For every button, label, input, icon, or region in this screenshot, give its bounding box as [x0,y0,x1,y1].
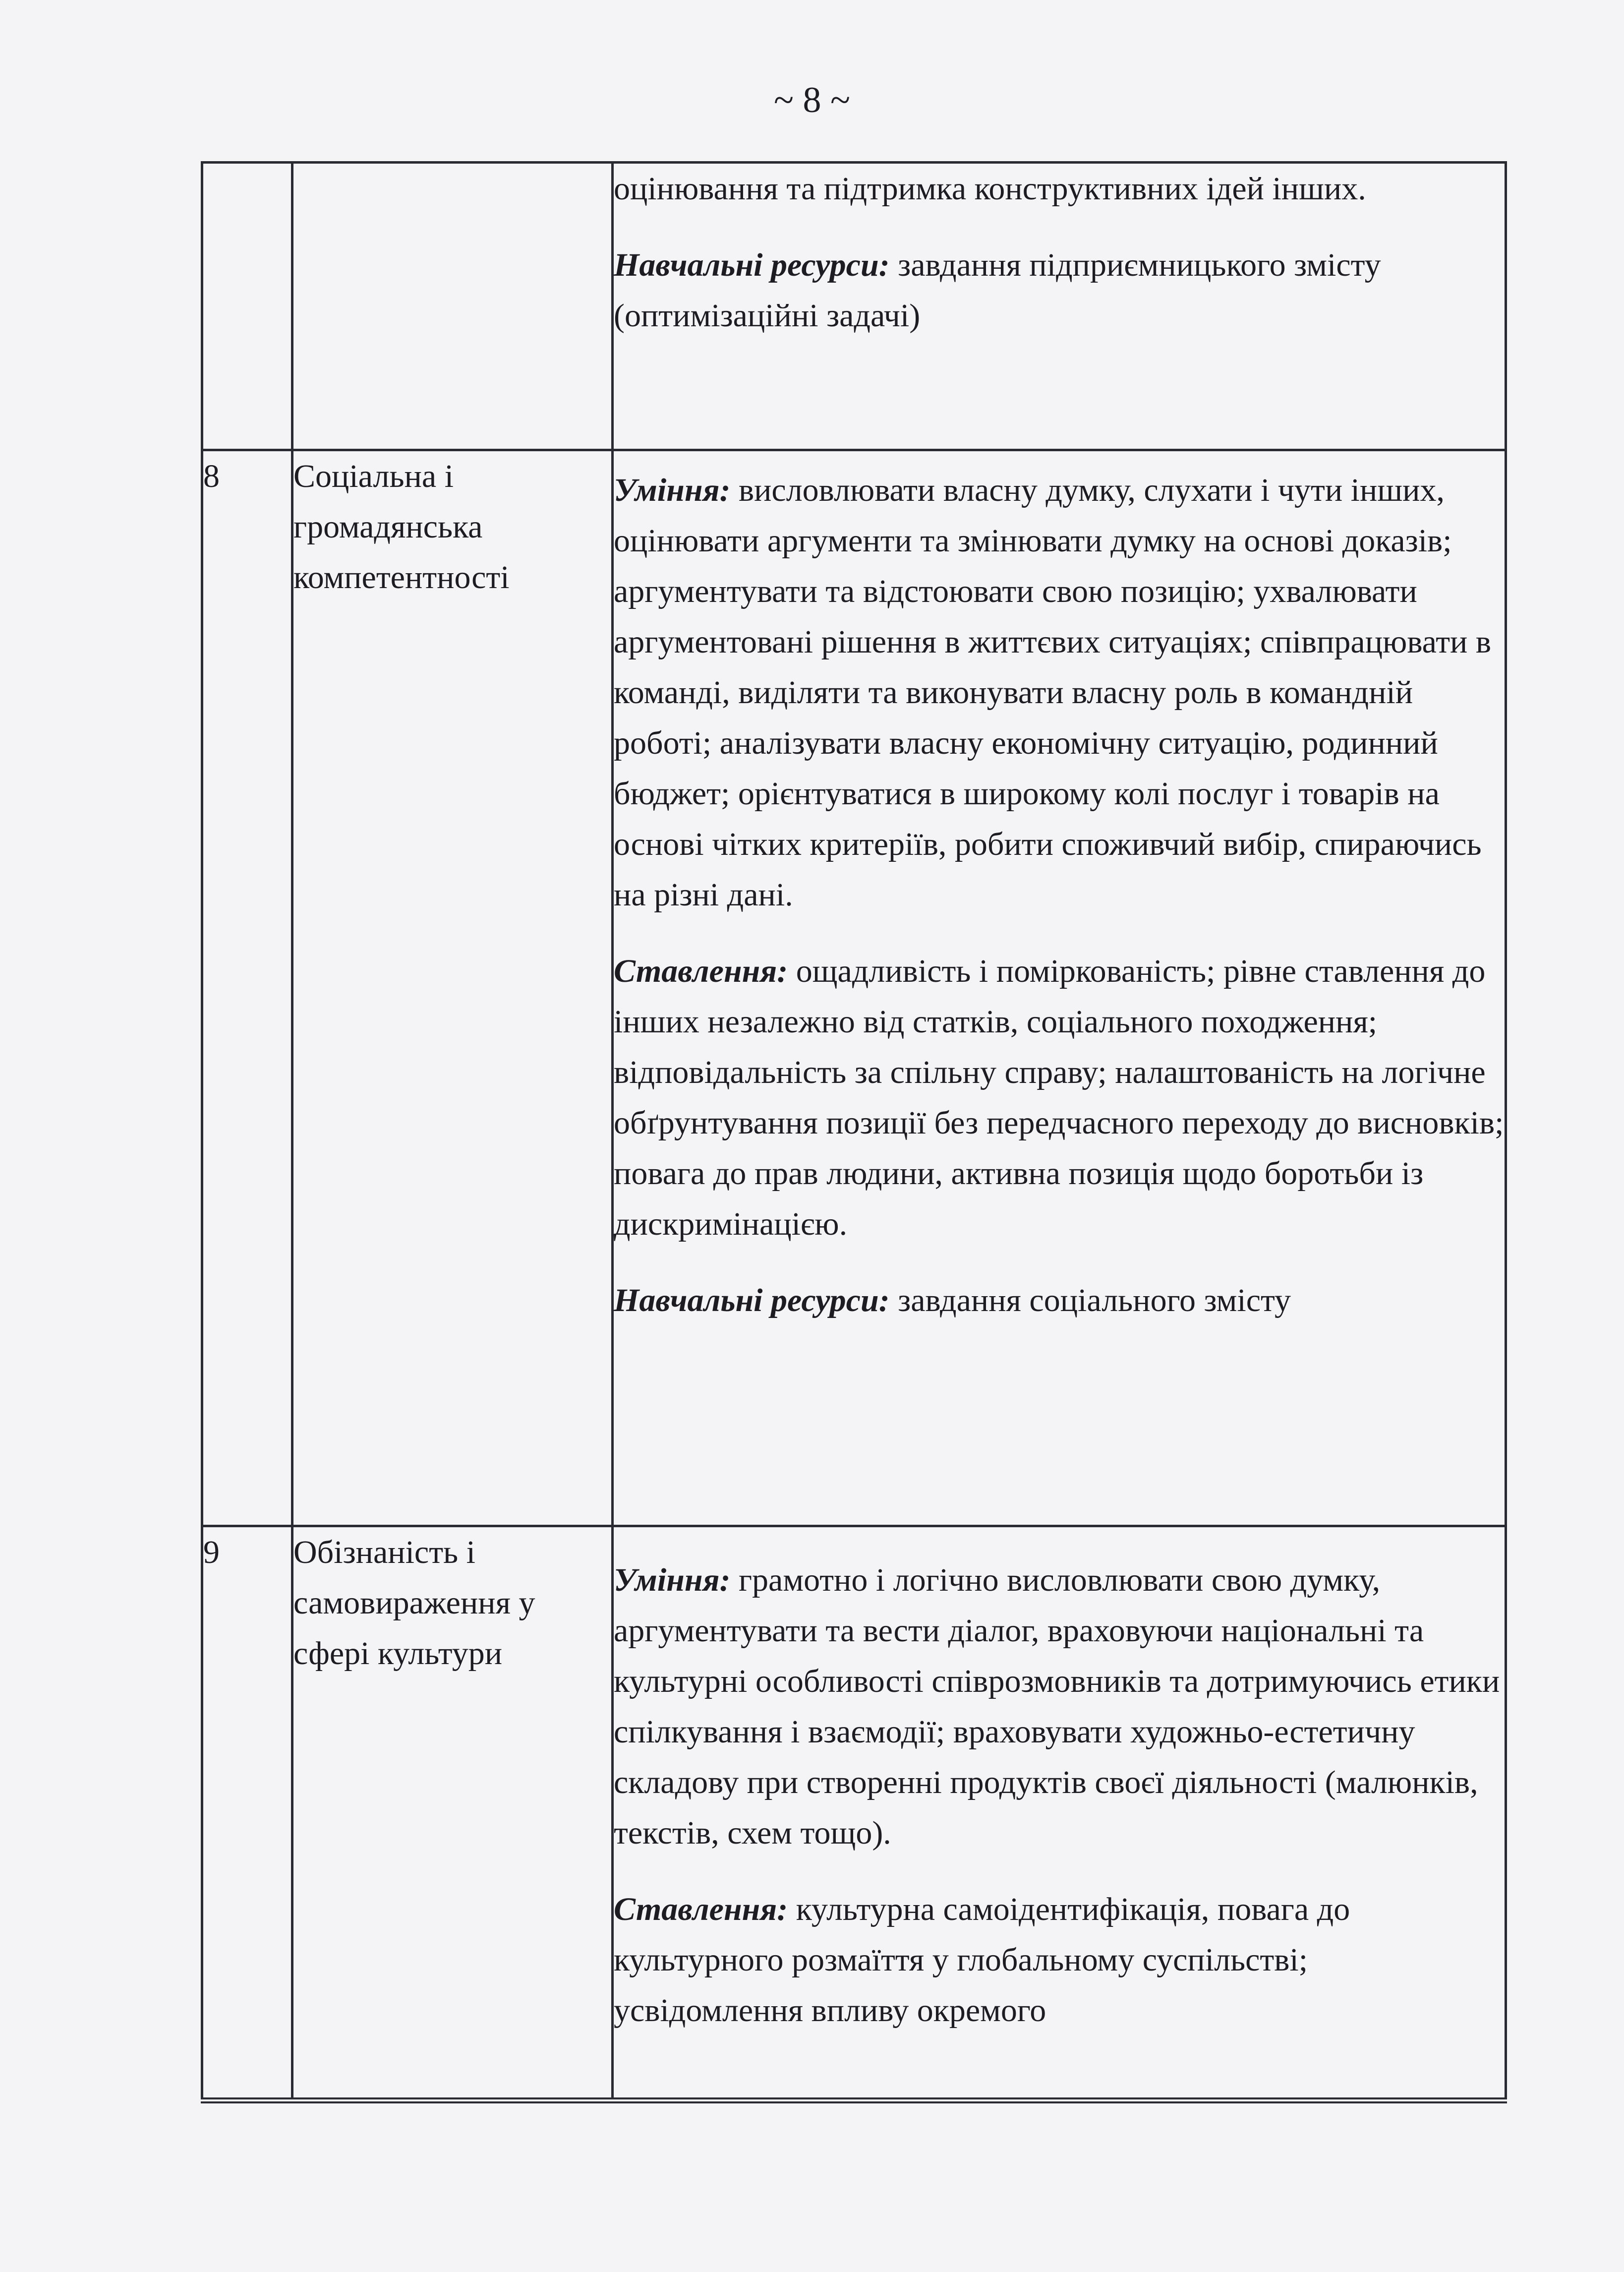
competence-name-cell [292,163,613,450]
competence-description-cell [613,163,1506,450]
description-paragraph [614,1884,1505,2036]
paragraph-text: оцінювання та підтримка конструктивних ідей інших. [614,171,1366,207]
table-row [202,450,1506,1526]
competence-description-cell [613,450,1506,1526]
paragraph-lead: Навчальні ресурси: [614,247,890,283]
table-row [202,163,1506,450]
description-paragraph [614,1555,1505,1858]
paragraph-text: завдання підприємницького змісту (оптимізаційні задачі) [614,247,1381,334]
paragraph-text: висловлювати власну думку, слухати і чути інших, оцінювати аргументи та змінювати думку на основі доказів; аргументувати та відстоювати свою позицію; ухвалювати аргументовані рішення в життєвих ситуаціях; співпрацювати в команді, виділяти та виконувати власну роль в командній роботі; аналізувати власну економічну ситуацію, родинний бюджет; орієнтуватися в широкому колі послуг і товарів на основі чітких критеріїв, робити споживчий вибір, спираючись на різні дані. [614,472,1492,913]
description-paragraph [614,946,1505,1250]
paragraph-lead: Уміння: [614,472,731,508]
paragraph-lead: Ставлення: [614,1891,788,1927]
table-row [202,1526,1506,2100]
paragraph-lead: Ставлення: [614,953,788,989]
paragraph-text: ощадливість і поміркованість; рівне ставлення до інших незалежно від статків, соціального походження; відповідальність за спільну справу; налаштованість на логічне обґрунтування позиції без передчасного переходу до висновків; повага до прав людини, активна позиція щодо боротьби із дискримінацією. [614,953,1504,1242]
competence-description-cell [613,1526,1506,2100]
competence-name-cell: Обізнаність і самовираження у сфері культури [292,1526,613,2100]
description-paragraph [614,240,1505,341]
page-number: ~ 8 ~ [773,80,851,120]
row-number-cell: 9 [202,1526,292,2100]
description-paragraph [614,164,1505,214]
description-paragraph [614,465,1505,920]
paragraph-lead: Навчальні ресурси: [614,1282,890,1318]
paragraph-lead: Уміння: [614,1562,731,1598]
competence-name-cell: Соціальна і громадянська компетентності [292,450,613,1526]
row-number-cell: 8 [202,450,292,1526]
paragraph-text: культурна самоідентифікація, повага до культурного розмаїття у глобальному суспільстві; усвідомлення впливу окремого [614,1891,1350,2029]
description-paragraph [614,1275,1505,1326]
paragraph-text: грамотно і логічно висловлювати свою думку, аргументувати та вести діалог, враховуючи національні та культурні особливості співрозмовників та дотримуючись етики спілкування і взаємодії; враховувати художньо-естетичну складову при створенні продуктів своєї діяльності (малюнків, текстів, схем тощо). [614,1562,1500,1851]
row-number-cell [202,163,292,450]
competence-table [201,161,1507,2103]
paragraph-text: завдання соціального змісту [889,1282,1291,1318]
